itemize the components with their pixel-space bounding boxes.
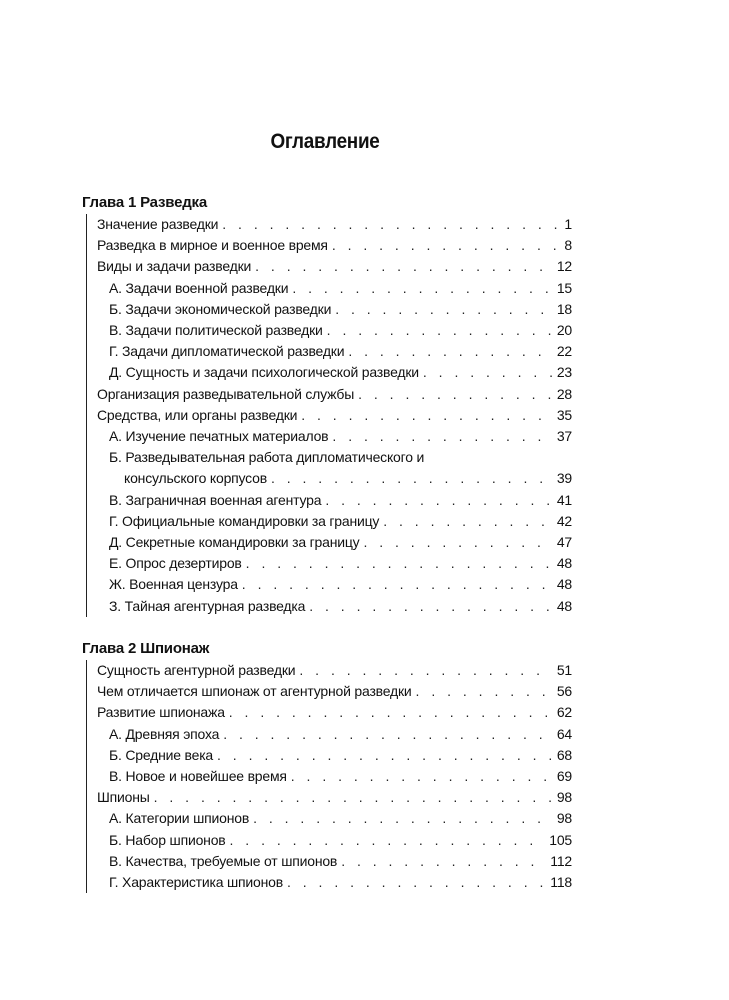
entry-page-number: 37 xyxy=(556,428,572,445)
dot-leader xyxy=(335,299,553,320)
entry-title: В. Качества, требуемые от шпионов xyxy=(109,852,338,869)
entry-page-number: 35 xyxy=(556,406,572,423)
entry-page-number: 62 xyxy=(556,704,572,721)
page-title: Оглавление xyxy=(270,130,380,153)
toc-entry[interactable] xyxy=(97,830,572,851)
entry-page-number: 48 xyxy=(556,555,572,572)
chapter-heading: Глава 2 Шпионаж xyxy=(82,640,210,657)
entry-page-number: 48 xyxy=(556,597,572,614)
dot-leader xyxy=(332,426,552,447)
entry-title: Шпионы xyxy=(97,789,150,806)
entry-page-number: 18 xyxy=(556,300,572,317)
entry-title: А. Категории шпионов xyxy=(109,810,250,827)
dot-leader xyxy=(332,235,561,256)
entry-title: В. Заграничная военная агентура xyxy=(109,491,322,508)
entry-title: З. Тайная агентурная разведка xyxy=(109,597,306,614)
entry-title: Д. Секретные командировки за границу xyxy=(109,534,360,551)
toc-entry[interactable] xyxy=(97,766,572,787)
entry-title: Виды и задачи разведки xyxy=(97,258,252,275)
toc-entry[interactable] xyxy=(97,553,572,574)
toc-entry[interactable] xyxy=(97,447,572,489)
dot-leader xyxy=(291,766,553,787)
toc-entry[interactable] xyxy=(97,511,572,532)
entry-title: А. Задачи военной разведки xyxy=(109,279,289,296)
toc-entry[interactable] xyxy=(97,702,572,723)
dot-leader xyxy=(309,596,553,617)
dot-leader xyxy=(287,872,546,893)
entry-title: Сущность агентурной разведки xyxy=(97,662,296,678)
entry-page-number: 8 xyxy=(564,237,572,254)
entry-page-number: 47 xyxy=(556,534,572,551)
entry-page-number: 105 xyxy=(549,831,572,848)
chapter-entries xyxy=(86,660,572,893)
entry-title: Ж. Военная цензура xyxy=(109,576,238,593)
toc-entry[interactable] xyxy=(97,405,572,426)
entry-page-number: 20 xyxy=(556,322,572,339)
entry-title: Чем отличается шпионаж от агентурной разведки xyxy=(97,683,412,700)
entry-title-line-1: Б. Разведывательная работа дипломатического и xyxy=(109,449,425,466)
chapter-section xyxy=(82,638,572,893)
dot-leader xyxy=(253,808,553,829)
dot-leader xyxy=(383,511,553,532)
dot-leader xyxy=(341,851,546,872)
dot-leader xyxy=(348,341,552,362)
dot-leader xyxy=(217,745,553,766)
entry-title: Д. Сущность и задачи психологической разведки xyxy=(109,364,419,381)
entry-page-number: 15 xyxy=(556,279,572,296)
dot-leader xyxy=(301,405,553,426)
dot-leader xyxy=(363,532,552,553)
entry-page-number: 69 xyxy=(556,768,572,785)
dot-leader xyxy=(271,468,553,489)
toc-entry[interactable] xyxy=(97,235,572,256)
toc-entry[interactable] xyxy=(97,532,572,553)
entry-title: А. Изучение печатных материалов xyxy=(109,428,329,445)
toc-entry[interactable] xyxy=(97,214,572,235)
entry-title: Г. Характеристика шпионов xyxy=(109,874,283,891)
dot-leader xyxy=(416,681,553,702)
toc-entry[interactable] xyxy=(97,256,572,277)
entry-page-number: 23 xyxy=(556,364,572,381)
toc-entry[interactable] xyxy=(97,872,572,893)
toc-entry[interactable] xyxy=(97,490,572,511)
entry-page-number: 51 xyxy=(556,662,572,678)
entry-page-number: 41 xyxy=(556,491,572,508)
toc-entry[interactable] xyxy=(97,426,572,447)
entry-title: В. Задачи политической разведки xyxy=(109,322,323,339)
toc-entry[interactable] xyxy=(97,341,572,362)
chapter-entries xyxy=(86,214,572,617)
entry-title: Б. Средние века xyxy=(109,746,214,763)
entry-title: Средства, или органы разведки xyxy=(97,406,298,423)
entry-title: А. Древняя эпоха xyxy=(109,725,220,742)
entry-title-line-2: консульского корпусов xyxy=(124,470,267,487)
entry-page-number: 68 xyxy=(556,746,572,763)
toc-entry[interactable] xyxy=(97,787,572,808)
dot-leader xyxy=(255,256,553,277)
dot-leader xyxy=(230,830,546,851)
dot-leader xyxy=(423,362,553,383)
chapter-heading: Глава 1 Разведка xyxy=(82,194,207,211)
dot-leader xyxy=(327,320,553,341)
entry-page-number: 42 xyxy=(556,512,572,529)
entry-page-number: 22 xyxy=(556,343,572,360)
toc-entry[interactable] xyxy=(97,362,572,383)
entry-page-number: 64 xyxy=(556,725,572,742)
entry-title-continuation xyxy=(109,468,572,489)
entry-page-number: 112 xyxy=(550,852,572,869)
entry-title: Организация разведывательной службы xyxy=(97,385,355,402)
toc-entry[interactable] xyxy=(97,660,572,681)
dot-leader xyxy=(325,490,552,511)
toc-entry[interactable] xyxy=(97,384,572,405)
entry-title: Б. Набор шпионов xyxy=(109,831,226,848)
entry-title: Разведка в мирное и военное время xyxy=(97,237,328,254)
toc-entry[interactable] xyxy=(97,320,572,341)
toc-entry[interactable] xyxy=(97,299,572,320)
entry-page-number: 56 xyxy=(556,683,572,700)
entry-title: Г. Задачи дипломатической разведки xyxy=(109,343,345,360)
entry-title: В. Новое и новейшее время xyxy=(109,768,287,785)
entry-title: Г. Официальные командировки за границу xyxy=(109,512,380,529)
entry-page-number: 98 xyxy=(556,789,572,806)
toc-entry[interactable] xyxy=(97,574,572,595)
entry-title: Е. Опрос дезертиров xyxy=(109,555,242,572)
entry-title: Развитие шпионажа xyxy=(97,704,225,721)
dot-leader xyxy=(299,660,552,681)
dot-leader xyxy=(242,574,553,595)
dot-leader xyxy=(292,278,552,299)
dot-leader xyxy=(223,724,553,745)
entry-page-number: 1 xyxy=(564,216,572,232)
dot-leader xyxy=(358,384,553,405)
entry-page-number: 98 xyxy=(556,810,572,827)
entry-page-number: 28 xyxy=(556,385,572,402)
dot-leader xyxy=(229,702,553,723)
entry-page-number: 48 xyxy=(556,576,572,593)
entry-page-number: 118 xyxy=(550,874,572,891)
toc-entry[interactable] xyxy=(97,808,572,829)
entry-page-number: 39 xyxy=(556,470,572,487)
toc-entry[interactable] xyxy=(97,851,572,872)
chapter-section xyxy=(82,192,572,617)
toc-entry[interactable] xyxy=(97,724,572,745)
dot-leader xyxy=(222,214,560,235)
toc-entry[interactable] xyxy=(97,745,572,766)
toc-entry[interactable] xyxy=(97,278,572,299)
dot-leader xyxy=(246,553,553,574)
entry-title: Значение разведки xyxy=(97,216,219,232)
toc-entry[interactable] xyxy=(97,681,572,702)
dot-leader xyxy=(154,787,553,808)
entry-title: Б. Задачи экономической разведки xyxy=(109,300,332,317)
toc-entry[interactable] xyxy=(97,596,572,617)
entry-page-number: 12 xyxy=(556,258,572,275)
